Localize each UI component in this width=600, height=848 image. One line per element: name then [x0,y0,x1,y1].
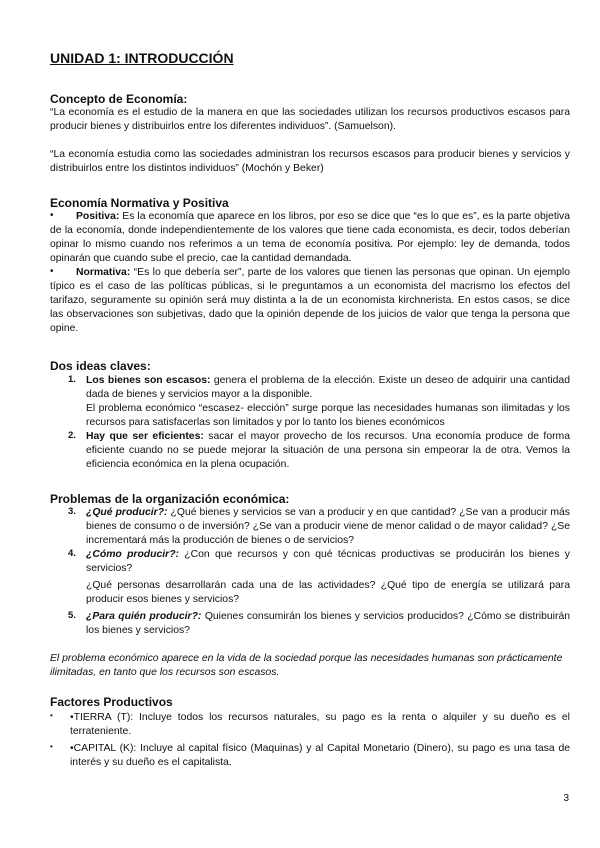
concepto-quote-mochon: “La economía estudia como las sociedades administran los recursos escasos para producir bienes y servicios y distribuirlos entre los distintos individuos” (Mochón y Beker) [50,149,570,174]
bullet: • [50,210,54,221]
factor-text: •CAPITAL (K): Incluye al capital físico (Maquinas) y al Capital Monetario (Dinero), su pago es una tasa de interés y su dueño es el capitalista. [70,743,570,768]
idea-text: genera el problema de la elección. Existe un deseo de adquirir una cantidad dada de bienes y servicios mayor a la disponible. [86,375,570,400]
page-title: UNIDAD 1: INTRODUCCIÓN [50,50,234,66]
positiva-paragraph [50,210,570,266]
problema-number: 4. [68,548,76,559]
problema-text: Quienes consumirán los bienes y servicios producidos? ¿Cómo se distribuirán los bienes y servicios? [86,611,571,636]
problema-label: ¿Para quién producir?: [86,611,202,622]
factor-item [50,742,570,770]
problema-paragraph [86,610,570,638]
normativa-item [50,266,570,336]
problemas-section [50,492,570,680]
idea-paragraph [86,430,570,472]
factores-section [50,695,570,770]
idea-label: Los bienes son escasos: [86,375,211,386]
idea-label: Hay que ser eficientes: [86,431,204,442]
positiva-label: Positiva: [76,211,120,222]
factores-heading: Factores Productivos [50,695,173,709]
bullet: • [50,742,53,751]
factor-item [50,711,570,739]
problema-text: ¿Con que recursos y con qué técnicas productivas se producirán los bienes y servicios? [86,549,570,574]
page-number: 3 [563,793,569,804]
bullet: • [50,266,54,277]
problema-item [50,506,570,548]
problema-item [50,548,570,607]
ideas-heading: Dos ideas claves: [50,359,151,373]
normativa-paragraph [50,266,570,336]
normativa-heading: Economía Normativa y Positiva [50,196,229,210]
normativa-section [50,196,570,336]
problema-paragraph [86,548,570,576]
factor-text: •TIERRA (T): Incluye todos los recursos naturales, su pago es la renta o alquiler y su dueño es el terrateniente. [70,712,570,737]
concepto-quote-samuelson: “La economía es el estudio de la manera en que las sociedades utilizan los recursos productivos escasos para producir bienes y distribuirlos entre los diferentes individuos”. (Samuelson). [50,107,570,132]
idea-item [50,374,570,430]
problema-label: ¿Cómo producir?: [86,549,180,560]
idea-number: 1. [68,374,76,385]
problema-extra: ¿Qué personas desarrollarán cada una de las actividades? ¿Qué tipo de energía se utilizará para producir esos bienes y servicios? [86,580,570,605]
problema-paragraph [86,506,570,548]
idea-text: sacar el mayor provecho de los recursos. Una economía produce de forma eficiente cuando no se puede mejorar la situación de una persona sin empeorar la de otra. Vemos la eficiencia económica en la plena ocupación. [86,431,570,470]
problema-number: 5. [68,610,76,621]
positiva-item [50,210,570,266]
normativa-label: Normativa: [76,267,131,278]
problema-text: ¿Qué bienes y servicios se van a producir y en que cantidad? ¿Se van a producir más bienes de consumo o de inversión? ¿Se van a producir viene de menor calidad o de mayor calidad? ¿Se incrementará más la producción de bienes o de servicios? [86,507,571,546]
positiva-text: Es la economía que aparece en los libros, por eso se dice que “es lo que es”, es la parte objetiva de la economía, donde independientemente de los valores que tiene cada economista, es decir, todos deberían opinar lo mismo cuando nos referimos a un tema de economía positiva. Por ejemplo: ley de demanda, todos opinarán que cuando sube el precio, cae la cantidad demandada. [50,211,570,264]
problema-label: ¿Qué producir?: [86,507,168,518]
problemas-conclusion: El problema económico aparece en la vida de la sociedad porque las necesidades humanas son prácticamente ilimitadas, en tanto que los recursos son escasos. [50,653,563,678]
problema-item [50,610,570,638]
idea-extra: El problema económico “escasez- elección” surge porque las necesidades humanas son ilimitadas y los recursos para satisfacerlas son limitados y por lo tanto los bienes económicos [86,403,570,428]
idea-number: 2. [68,430,76,441]
idea-paragraph [86,374,570,402]
ideas-section [50,359,570,472]
problema-number: 3. [68,506,76,517]
bullet: • [50,711,53,720]
normativa-text: “Es lo que debería ser”, parte de los valores que tienen las personas que opinan. Un ejemplo típico es el caso de las políticas públicas, si le preguntamos a un economista del macrismo los efectos del tarifazo, seguramente su opinión será muy distinta a la de un economista kirchnerista. En estos casos, se dice las observaciones son subjetivas, dado que la opinión depende de los juicios de valor que tenga la persona que opine. [50,267,570,334]
problemas-heading: Problemas de la organización económica: [50,492,290,506]
concepto-section [50,92,570,176]
idea-item [50,430,570,472]
concepto-heading: Concepto de Economía: [50,92,188,106]
